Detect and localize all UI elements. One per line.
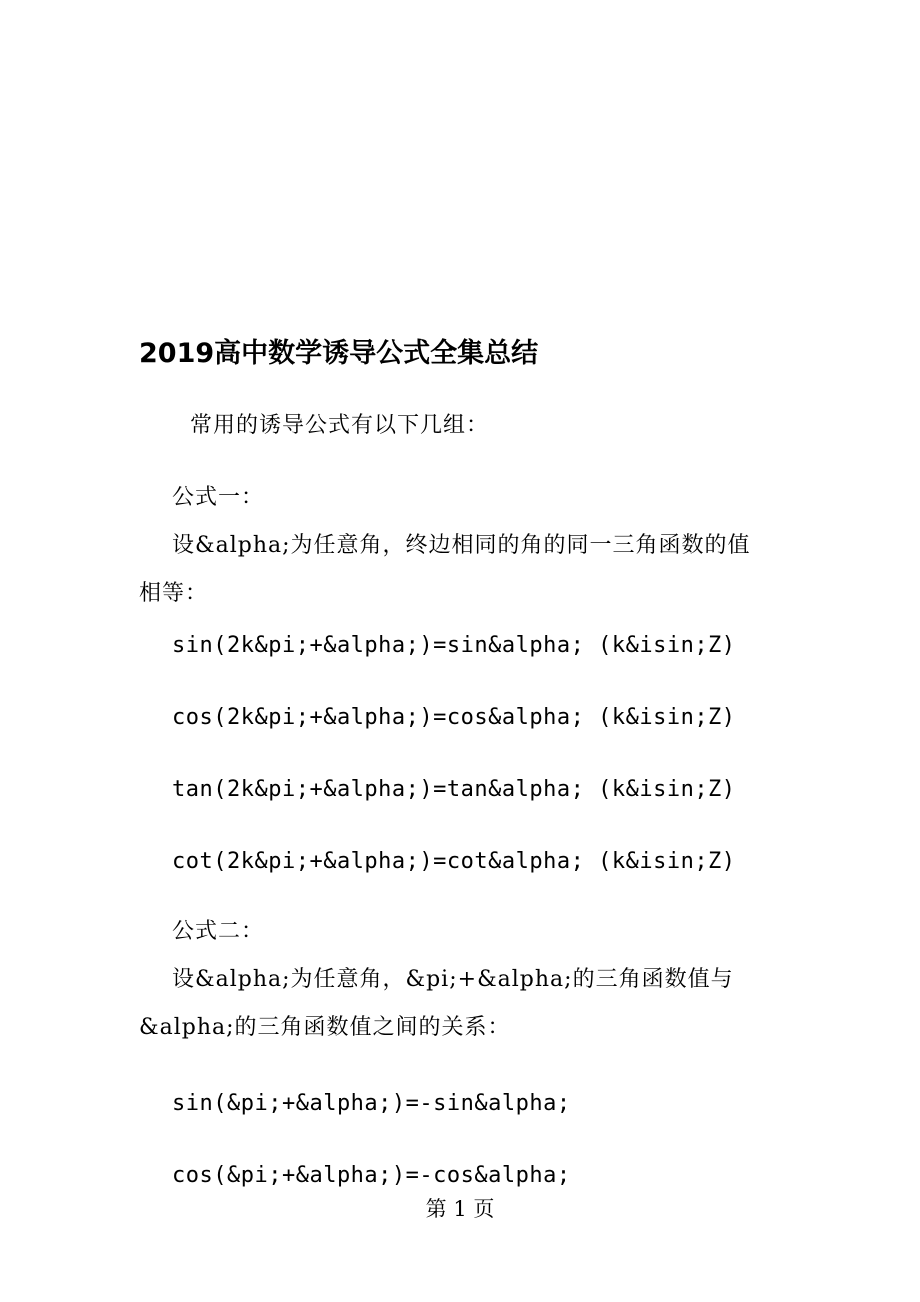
- formula-one-cot: cot(2k&pi;+&alpha;)=cot&alpha; (k&isin;Z): [172, 849, 736, 874]
- intro-text: 常用的诱导公式有以下几组：: [190, 413, 490, 438]
- formula-one-description-continued: 相等：: [139, 581, 209, 606]
- formula-two-sin: sin(&pi;+&alpha;)=-sin&alpha;: [172, 1091, 571, 1116]
- formula-one-tan: tan(2k&pi;+&alpha;)=tan&alpha; (k&isin;Z): [172, 777, 736, 802]
- formula-two-cos: cos(&pi;+&alpha;)=-cos&alpha;: [172, 1163, 571, 1188]
- page-number-footer: 第 1 页: [425, 1197, 495, 1221]
- formula-one-sin: sin(2k&pi;+&alpha;)=sin&alpha; (k&isin;Z): [172, 633, 736, 658]
- formula-one-heading: 公式一：: [172, 485, 265, 510]
- formula-two-heading: 公式二：: [172, 919, 265, 944]
- formula-two-description: 设&alpha;为任意角，&pi;+&alpha;的三角函数值与: [172, 967, 734, 992]
- document-title: 2019高中数学诱导公式全集总结: [139, 338, 539, 369]
- formula-one-cos: cos(2k&pi;+&alpha;)=cos&alpha; (k&isin;Z): [172, 705, 736, 730]
- formula-two-description-continued: &alpha;的三角函数值之间的关系：: [139, 1015, 511, 1040]
- formula-one-description: 设&alpha;为任意角，终边相同的角的同一三角函数的值: [172, 533, 751, 558]
